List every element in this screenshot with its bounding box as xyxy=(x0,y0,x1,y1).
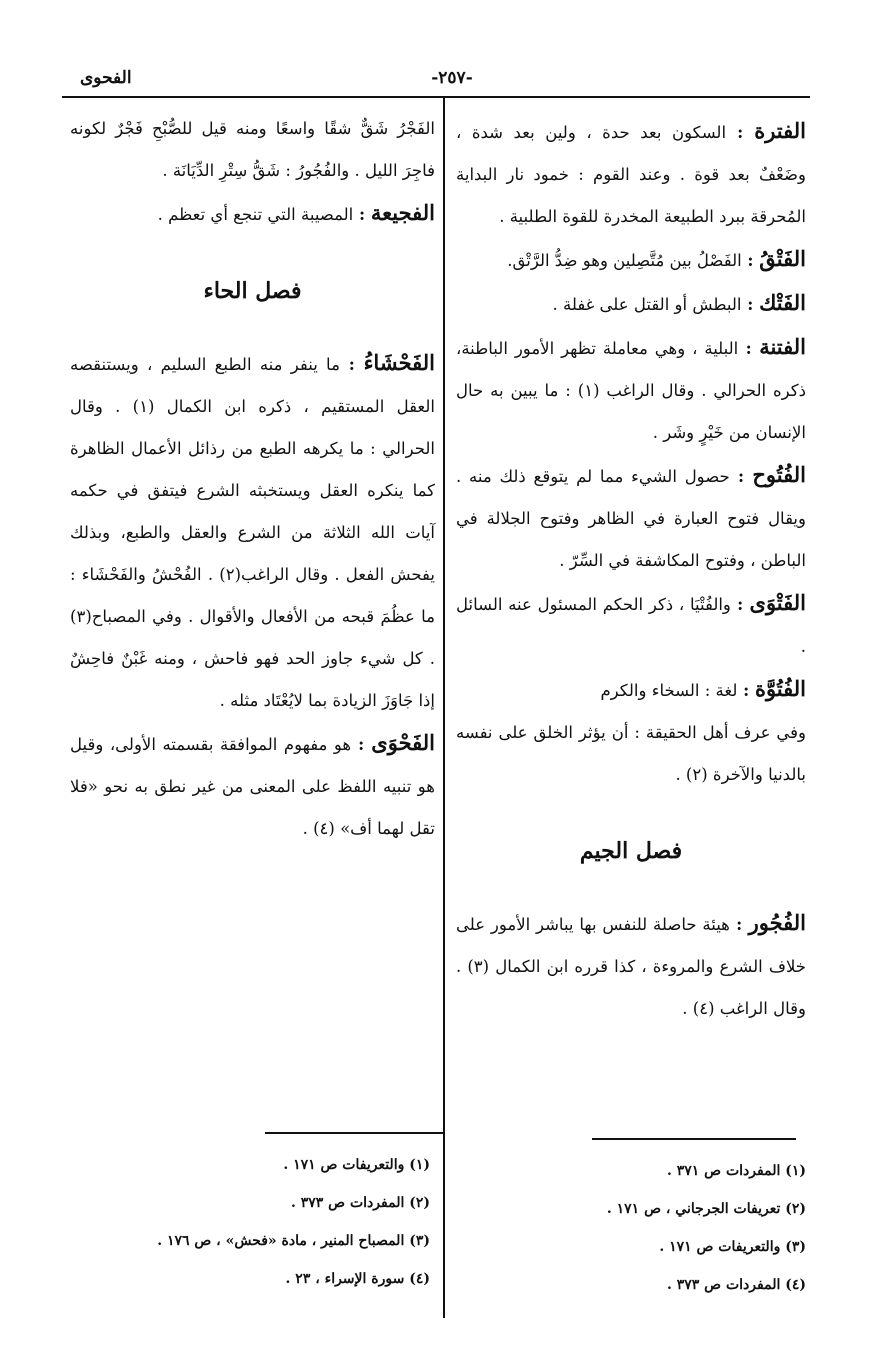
entry-text: هو مفهوم الموافقة بقسمته الأولى، وقيل هو تنبيه اللفظ على المعنى من غير نطق به نحو «فلا تقل لهما أف» (٤) . xyxy=(70,735,435,838)
entry-term: الفُتُوح xyxy=(752,462,806,487)
footnote-rule-left xyxy=(265,1132,443,1134)
footnote: (١) والتعريفات ص ١٧١ . xyxy=(283,1157,430,1173)
footnote: (٢) تعريفات الجرجاني ، ص ١٧١ . xyxy=(606,1201,806,1217)
running-title: الفحوى xyxy=(80,68,132,88)
entry-term: الفَحْوَى xyxy=(371,730,435,755)
entry-text: المصيبة التي تنجع أي تعظم . xyxy=(157,205,354,224)
left-column xyxy=(70,108,435,850)
entry-text: السكون بعد حدة ، ولين بعد شدة ، وضَعْفٌ بعد قوة . وعند القوم : خمود نار البداية المُحرقة ببرد الطبيعة المخدرة للقوة الطلبية . xyxy=(456,123,806,226)
entry-term: الفُتُوَّة xyxy=(754,676,806,701)
footnote: (٤) المفردات ص ٣٧٣ . xyxy=(667,1277,806,1293)
footnote: (٣) المصباح المنير ، مادة «فحش» ، ص ١٧٦ . xyxy=(157,1233,430,1249)
page-number: -٢٥٧- xyxy=(431,68,473,88)
header-rule xyxy=(62,96,810,98)
entry-fitna: الفتنة : البلية ، وهي معاملة تظهر الأمور الباطنة، ذكره الحرالي . وقال الراغب (١) : ما يبين به حال الإنسان من خَيْرٍ وشَر . xyxy=(456,334,806,442)
footnote: (١) المفردات ص ٣٧١ . xyxy=(667,1163,806,1179)
entry-text: والفُتْيَا ، ذكر الحكم المسئول عنه السائل . xyxy=(456,595,806,656)
footnote: (٣) والتعريفات ص ١٧١ . xyxy=(659,1239,806,1255)
footnote: (٤) سورة الإسراء ، ٢٣ . xyxy=(285,1271,430,1287)
entry-fujur: الفُجُور : هيئة حاصلة للنفس بها يباشر الأمور على خلاف الشرع والمروءة ، كذا قرره ابن الكمال (٣) . وقال الراغب (٤) . xyxy=(456,910,806,1018)
entry-term: الفتنة xyxy=(759,334,806,359)
footnotes-left xyxy=(90,1146,430,1298)
entry-fahwa: الفَحْوَى : هو مفهوم الموافقة بقسمته الأولى، وقيل هو تنبيه اللفظ على المعنى من غير نطق به نحو «فلا تقل لهما أف» (٤) . xyxy=(70,730,435,838)
entry-term: الفُجُور xyxy=(748,910,806,935)
entry-term: الفَتْوَى xyxy=(749,590,806,615)
entry-term: الفترة xyxy=(754,118,806,143)
entry-futuh: الفُتُوح : حصول الشيء مما لم يتوقع ذلك منه . ويقال فتوح العبارة في الظاهر وفتوح الجلالة في الباطن ، وفتوح المكاشفة في السِّرّ . xyxy=(456,462,806,570)
page-header xyxy=(62,62,810,94)
entry-text: البطش أو القتل على غفلة . xyxy=(552,295,742,314)
column-divider xyxy=(443,98,445,1318)
entry-fahsha: الفَحْشَاءُ : ما ينفر منه الطبع السليم ، ويستنقصه العقل المستقيم ، ذكره ابن الكمال (١) . وقال الحرالي : ما يكرهه الطبع من رذائل الأعمال الظاهرة كما ينكره العقل ويستخبثه الشرع فيتفق في حكمه آيات الله الثلاثة من الشرع والعقل والطبع، وبذلك يفحش الفعل . وقال الراغب(٢) . الفُحْشُ والفَحْشَاء : ما عظُمَ قبحه من الأفعال والأقوال . وفي المصباح(٣) . كل شيء جاوز الحد فهو فاحش ، ومنه غَبْنٌ فاحِشٌ إذا جَاوَزَ الزيادة بما لايُعْتَاد مثله . xyxy=(70,350,435,710)
entry-futuwwa-continued xyxy=(456,712,806,796)
entry-fajia: الفجيعة : المصيبة التي تنجع أي تعظم . xyxy=(157,200,435,225)
entry-text: لغة : السخاء والكرم xyxy=(600,681,738,700)
section-heading-ha: فصل الحاء xyxy=(203,278,302,304)
entry-text: ما ينفر منه الطبع السليم ، ويستنقصه العقل المستقيم ، ذكره ابن الكمال (١) . وقال الحرالي : ما يكرهه الطبع من رذائل الأعمال الظاهرة كما ينكره العقل ويستخبثه الشرع فيتفق في حكمه آيات الله الثلاثة من الشرع والعقل والطبع، وبذلك يفحش الفعل . وقال الراغب(٢) . الفُحْشُ والفَحْشَاء : ما عظُمَ قبحه من الأفعال والأقوال . وفي المصباح(٣) . كل شيء جاوز الحد فهو فاحش ، ومنه غَبْنٌ فاحِشٌ إذا جَاوَزَ الزيادة بما لايُعْتَاد مثله . xyxy=(70,355,435,710)
entry-fajr-continued xyxy=(70,108,435,192)
right-column xyxy=(456,110,806,1030)
entry-term: الفَتْك xyxy=(759,290,806,315)
footnote: (٢) المفردات ص ٣٧٣ . xyxy=(291,1195,430,1211)
entry-text: الفَجْرُ شَقٌّ شقًا واسعًا ومنه قيل للصُّبْحِ فَجْرٌ لكونه فاجِرَ الليل . والفُجُورُ : شَقُّ سِتْرِ الدِّيَانَة . xyxy=(70,119,435,180)
section-heading-jim: فصل الجيم xyxy=(579,838,683,864)
footnote-rule-right xyxy=(592,1138,796,1140)
entry-fatq: الفَتْقُ : الفَصْلُ بين مُتَّصِلين وهو ضِدُّ الرَّتْق. xyxy=(507,246,806,271)
entry-text: البلية ، وهي معاملة تظهر الأمور الباطنة، ذكره الحرالي . وقال الراغب (١) : ما يبين به حال الإنسان من خَيْرٍ وشَر . xyxy=(456,339,806,442)
entry-text: وفي عرف أهل الحقيقة : أن يؤثر الخلق على نفسه بالدنيا والآخرة (٢) . xyxy=(456,723,806,784)
entry-term: الفَحْشَاءُ xyxy=(363,350,435,375)
entry-text: هيئة حاصلة للنفس بها يباشر الأمور على خلاف الشرع والمروءة ، كذا قرره ابن الكمال (٣) . وقال الراغب (٤) . xyxy=(456,915,806,1018)
entry-term: الفَتْقُ xyxy=(759,246,806,271)
entry-text: الفَصْلُ بين مُتَّصِلين وهو ضِدُّ الرَّتْق. xyxy=(507,251,742,270)
entry-futuwwa: الفُتُوَّة : لغة : السخاء والكرم xyxy=(600,676,806,701)
entry-text: حصول الشيء مما لم يتوقع ذلك منه . ويقال فتوح العبارة في الظاهر وفتوح الجلالة في الباطن ، وفتوح المكاشفة في السِّرّ . xyxy=(456,467,806,570)
footnotes-right xyxy=(470,1152,806,1304)
entry-term: الفجيعة xyxy=(370,200,435,225)
entry-fatk: الفَتْك : البطش أو القتل على غفلة . xyxy=(552,290,806,315)
entry-fatra: الفترة : السكون بعد حدة ، ولين بعد شدة ، وضَعْفٌ بعد قوة . وعند القوم : خمود نار البداية المُحرقة ببرد الطبيعة المخدرة للقوة الطلبية . xyxy=(456,118,806,226)
entry-fatwa: الفَتْوَى : والفُتْيَا ، ذكر الحكم المسئول عنه السائل . xyxy=(456,590,806,656)
